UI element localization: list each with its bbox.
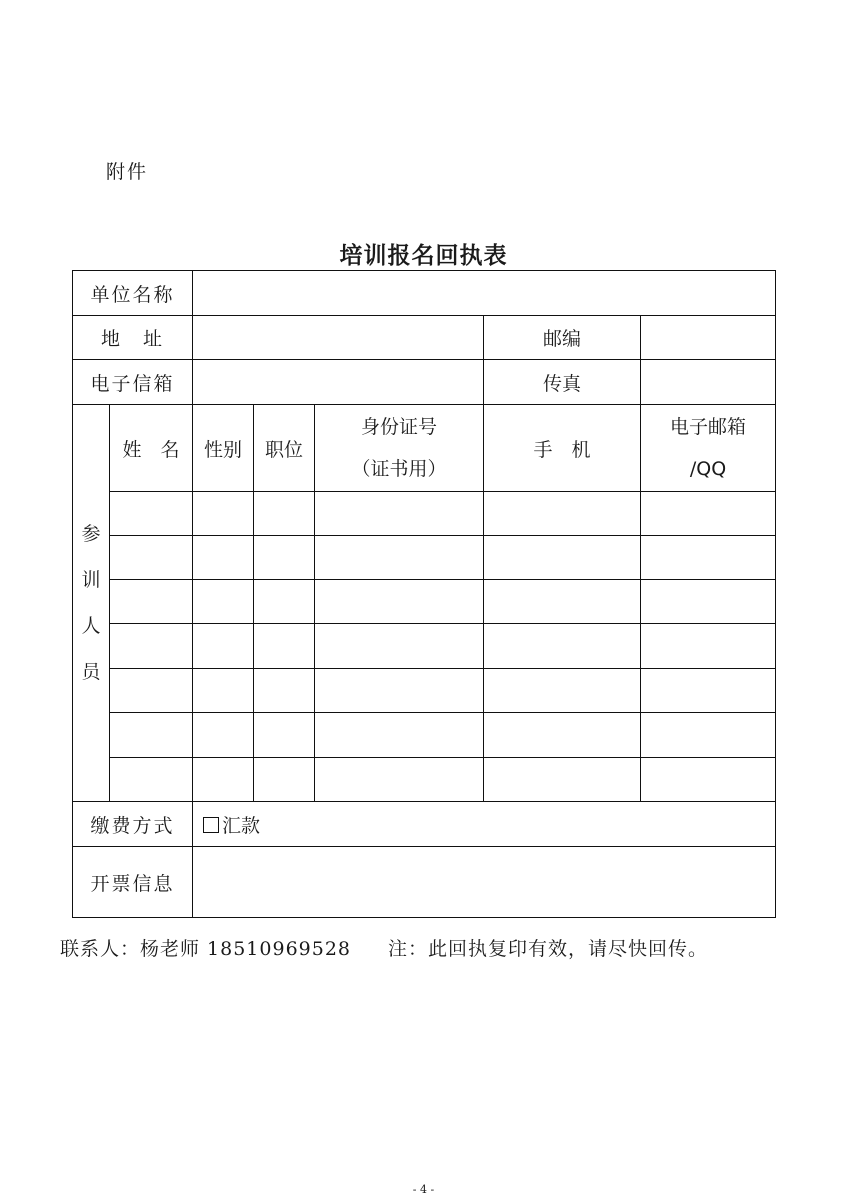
unit-name-field[interactable] <box>193 271 776 316</box>
payment-method-field <box>193 802 776 847</box>
participant-email-cell[interactable] <box>641 492 776 536</box>
contact-info: 联系人：杨老师 18510969528 <box>60 938 352 960</box>
participant-position-cell[interactable] <box>254 713 315 758</box>
participant-name-cell[interactable] <box>110 669 193 713</box>
participant-row <box>73 536 776 580</box>
payment-method-label: 缴费方式 <box>73 802 193 847</box>
participant-mobile-cell[interactable] <box>484 758 641 802</box>
invoice-info-label: 开票信息 <box>73 847 193 918</box>
copy-valid-note: 注：此回执复印有效，请尽快回传。 <box>388 938 709 960</box>
participant-name-cell[interactable] <box>110 713 193 758</box>
participant-id-cell[interactable] <box>315 492 484 536</box>
participant-gender-cell[interactable] <box>193 624 254 669</box>
participant-gender-cell[interactable] <box>193 713 254 758</box>
participant-name-cell[interactable] <box>110 492 193 536</box>
col-header-gender: 性别 <box>193 405 254 492</box>
participant-row <box>73 713 776 758</box>
participant-id-cell[interactable] <box>315 713 484 758</box>
remittance-option-label: 汇款 <box>222 814 261 837</box>
participant-position-cell[interactable] <box>254 492 315 536</box>
col-header-position: 职位 <box>254 405 315 492</box>
participant-row <box>73 580 776 624</box>
participant-row <box>73 492 776 536</box>
participant-gender-cell[interactable] <box>193 492 254 536</box>
participant-mobile-cell[interactable] <box>484 713 641 758</box>
participant-id-cell[interactable] <box>315 580 484 624</box>
address-field[interactable] <box>193 316 484 360</box>
participant-id-cell[interactable] <box>315 669 484 713</box>
email-field[interactable] <box>193 360 484 405</box>
attachment-label: 附件 <box>106 161 149 183</box>
col-header-mobile: 手 机 <box>484 405 641 492</box>
form-title: 培训报名回执表 <box>339 242 508 269</box>
email-label: 电子信箱 <box>73 360 193 405</box>
participant-position-cell[interactable] <box>254 669 315 713</box>
unit-name-label: 单位名称 <box>73 271 193 316</box>
participant-row <box>73 624 776 669</box>
fax-label: 传真 <box>484 360 641 405</box>
participant-position-cell[interactable] <box>254 758 315 802</box>
participant-name-cell[interactable] <box>110 580 193 624</box>
participant-position-cell[interactable] <box>254 580 315 624</box>
participant-email-cell[interactable] <box>641 758 776 802</box>
participant-name-cell[interactable] <box>110 758 193 802</box>
participant-gender-cell[interactable] <box>193 758 254 802</box>
participant-id-cell[interactable] <box>315 758 484 802</box>
participant-email-cell[interactable] <box>641 669 776 713</box>
postcode-field[interactable] <box>641 316 776 360</box>
participant-gender-cell[interactable] <box>193 669 254 713</box>
participant-mobile-cell[interactable] <box>484 669 641 713</box>
participant-mobile-cell[interactable] <box>484 624 641 669</box>
participant-email-cell[interactable] <box>641 713 776 758</box>
fax-field[interactable] <box>641 360 776 405</box>
col-header-email-qq: 电子邮箱 /QQ <box>641 405 776 492</box>
remittance-checkbox[interactable] <box>203 817 219 833</box>
participant-mobile-cell[interactable] <box>484 536 641 580</box>
participant-position-cell[interactable] <box>254 536 315 580</box>
address-label: 地 址 <box>73 316 193 360</box>
registration-form-table <box>72 270 776 918</box>
participant-row <box>73 758 776 802</box>
page-number: - 4 - <box>412 1183 435 1196</box>
invoice-info-field[interactable] <box>193 847 776 918</box>
participant-mobile-cell[interactable] <box>484 492 641 536</box>
participant-id-cell[interactable] <box>315 536 484 580</box>
participant-gender-cell[interactable] <box>193 580 254 624</box>
participant-gender-cell[interactable] <box>193 536 254 580</box>
participant-position-cell[interactable] <box>254 624 315 669</box>
postcode-label: 邮编 <box>484 316 641 360</box>
participant-mobile-cell[interactable] <box>484 580 641 624</box>
participants-label: 参 训 人 员 <box>73 405 110 802</box>
col-header-name: 姓 名 <box>110 405 193 492</box>
participant-id-cell[interactable] <box>315 624 484 669</box>
participant-email-cell[interactable] <box>641 536 776 580</box>
participant-email-cell[interactable] <box>641 624 776 669</box>
participant-name-cell[interactable] <box>110 624 193 669</box>
participant-name-cell[interactable] <box>110 536 193 580</box>
col-header-id-number: 身份证号 （证书用） <box>315 405 484 492</box>
participant-email-cell[interactable] <box>641 580 776 624</box>
participant-row <box>73 669 776 713</box>
